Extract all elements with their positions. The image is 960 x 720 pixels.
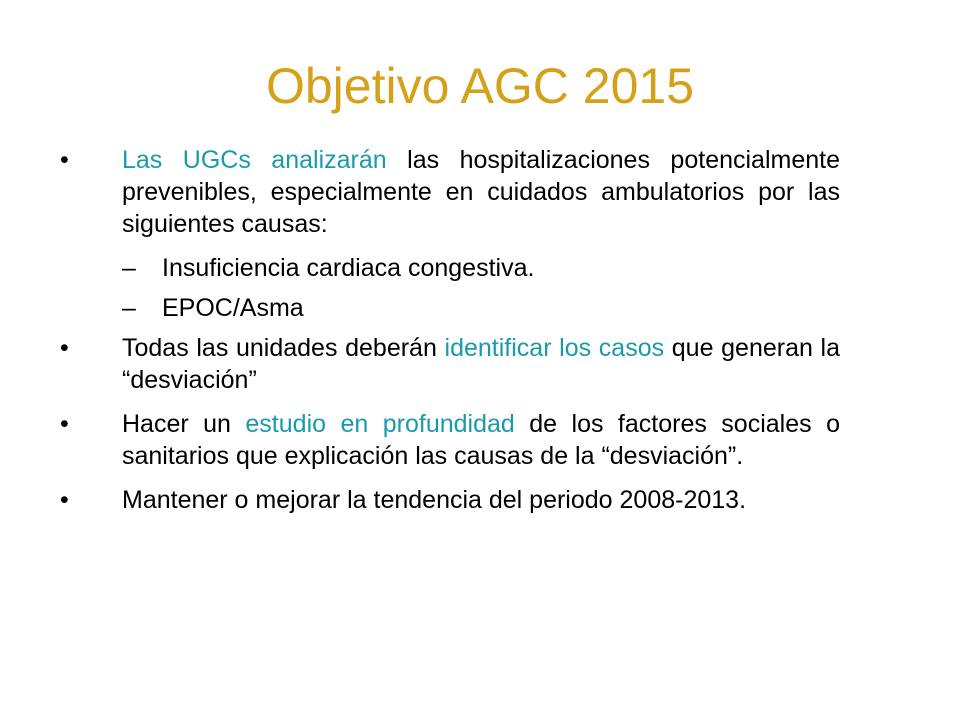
bullet-marker: • (60, 334, 69, 362)
bullet-marker: • (60, 146, 69, 174)
item-text: Hacer un (122, 410, 246, 438)
item-text: Insuficiencia cardiaca congestiva. (162, 254, 535, 282)
item-text: que generan la “desviación” (122, 334, 840, 394)
sub-bullet-item (0, 252, 822, 284)
bullet-item (0, 144, 840, 240)
bullet-marker: • (60, 410, 69, 438)
item-text: Todas las unidades deberán (122, 334, 445, 362)
item-text: de los factores sociales o sanitarios que explicación las causas de la “desviación”. (122, 410, 840, 470)
dash-marker: – (122, 294, 136, 322)
sub-bullet-item (0, 292, 822, 324)
dash-marker: – (122, 254, 136, 282)
item-text: Mantener o mejorar la tendencia del periodo 2008-2013. (122, 486, 747, 514)
bullet-list (0, 144, 960, 528)
bullet-item (0, 408, 840, 472)
item-text: las hospitalizaciones potencialmente prevenibles, especialmente en cuidados ambulatorios por las siguientes causas: (122, 146, 840, 238)
highlighted-text: identificar los casos (444, 334, 665, 362)
bullet-item (0, 484, 840, 516)
item-text: EPOC/Asma (162, 294, 304, 322)
highlighted-text: estudio en profundidad (245, 410, 515, 438)
slide-title: Objetivo AGC 2015 (265, 58, 695, 114)
bullet-item (0, 332, 840, 396)
bullet-marker: • (60, 486, 69, 514)
highlighted-text: Las UGCs analizarán (122, 146, 387, 174)
